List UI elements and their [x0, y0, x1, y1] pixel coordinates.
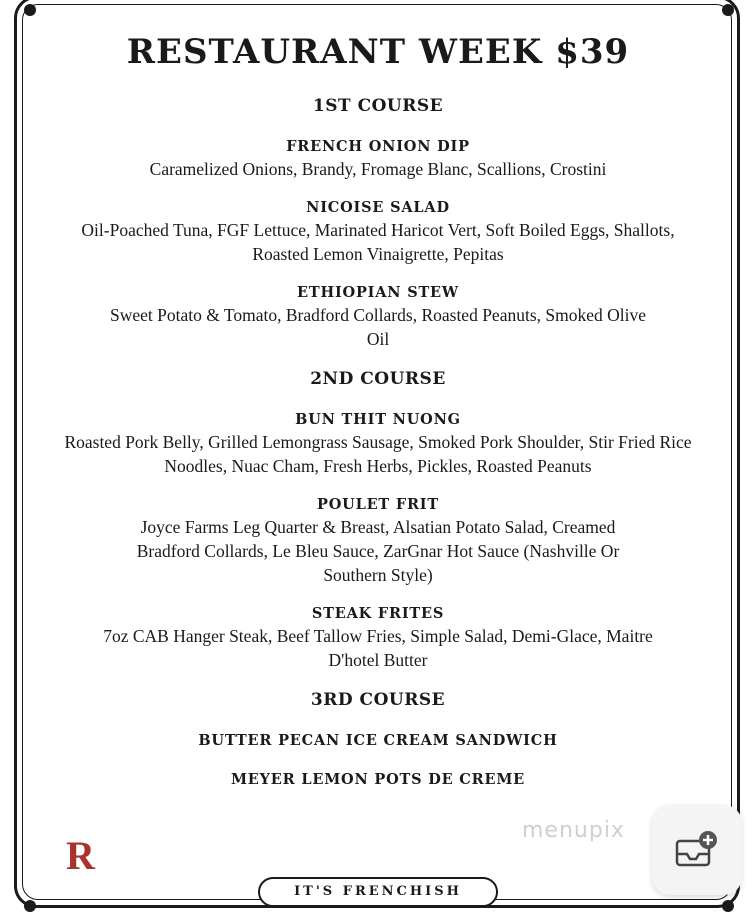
dish-name: BUTTER PECAN ICE CREAM SANDWICH — [198, 732, 558, 749]
dish-name: FRENCH ONION DIP — [286, 138, 470, 155]
menu-title: RESTAURANT WEEK $39 — [126, 32, 630, 72]
course-heading-3: 3RD COURSE — [310, 690, 446, 710]
dish-french-onion-dip — [60, 138, 696, 181]
dish-meyer-lemon — [60, 771, 696, 788]
dish-poulet-frit — [60, 496, 696, 587]
dish-steak-frites — [60, 605, 696, 672]
dish-butter-pecan — [60, 732, 696, 749]
dish-nicoise-salad — [60, 199, 696, 266]
menupix-watermark: menupix — [522, 818, 625, 843]
dish-description: Joyce Farms Leg Quarter & Breast, Alsatian Potato Salad, Creamed Bradford Collards, Le Bleu Sauce, ZarGnar Hot Sauce (Nashville Or Southern Style) — [136, 517, 620, 585]
course-heading-1: 1ST COURSE — [312, 96, 444, 116]
dish-description: Sweet Potato & Tomato, Bradford Collards, Roasted Peanuts, Smoked Olive Oil — [109, 305, 647, 349]
dish-description: Roasted Pork Belly, Grilled Lemongrass Sausage, Smoked Pork Shoulder, Stir Fried Rice Noodles, Nuac Cham, Fresh Herbs, Pickles, Roasted Peanuts — [64, 432, 692, 476]
dish-name: ETHIOPIAN STEW — [297, 284, 459, 301]
corner-dot-top-right — [722, 4, 734, 16]
tagline-banner: IT'S FRENCHISH — [258, 877, 498, 907]
dish-description: 7oz CAB Hanger Steak, Beef Tallow Fries, Simple Salad, Demi-Glace, Maitre D'hotel Butter — [103, 626, 653, 670]
envelope-plus-icon — [674, 829, 720, 871]
dish-name: STEAK FRITES — [311, 605, 445, 622]
corner-dot-bottom-right — [722, 900, 734, 912]
dish-description: Caramelized Onions, Brandy, Fromage Blanc, Scallions, Crostini — [149, 159, 607, 179]
corner-dot-bottom-left — [24, 900, 36, 912]
dish-name: MEYER LEMON POTS DE CREME — [230, 771, 526, 788]
dish-bun-thit-nuong — [60, 411, 696, 478]
dish-name: NICOISE SALAD — [306, 199, 450, 216]
save-menu-button[interactable] — [652, 805, 742, 895]
course-heading-2: 2ND COURSE — [310, 369, 446, 389]
dish-name: POULET FRIT — [317, 496, 439, 513]
dish-ethiopian-stew — [60, 284, 696, 351]
restaurant-logo: R — [66, 833, 81, 878]
menu-content — [60, 96, 696, 810]
corner-dot-top-left — [24, 4, 36, 16]
dish-name: BUN THIT NUONG — [295, 411, 461, 428]
dish-description: Oil-Poached Tuna, FGF Lettuce, Marinated Haricot Vert, Soft Boiled Eggs, Shallots, Roasted Lemon Vinaigrette, Pepitas — [81, 220, 675, 264]
